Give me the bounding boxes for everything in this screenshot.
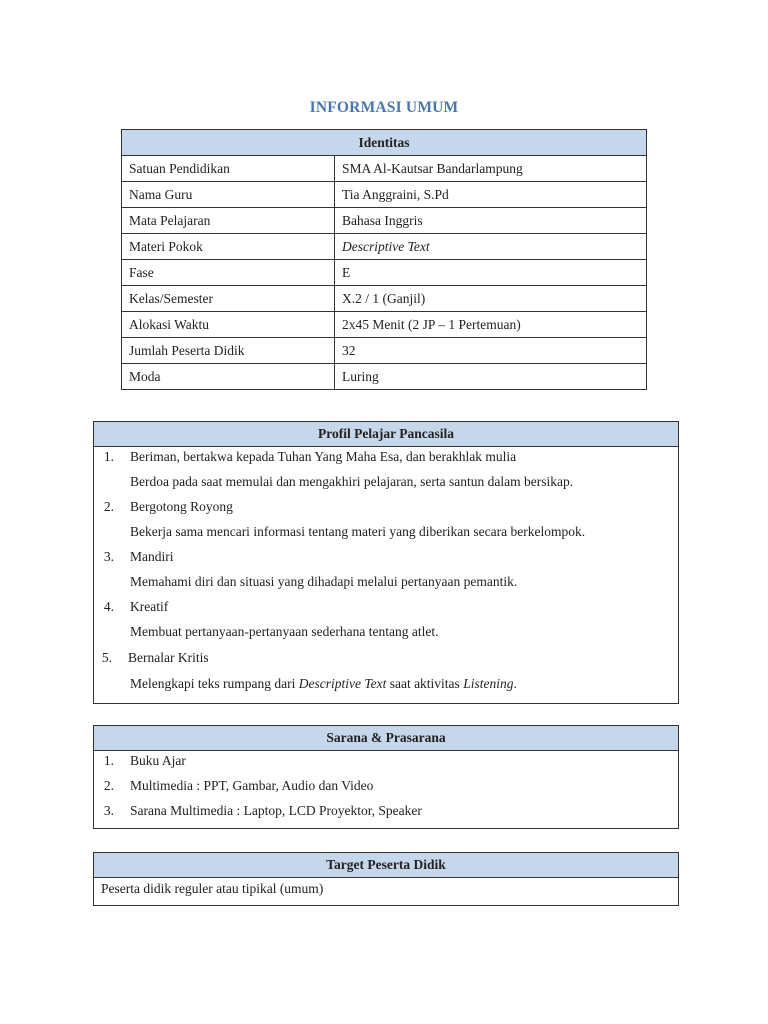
row-value: Tia Anggraini, S.Pd: [335, 182, 647, 208]
row-label: Materi Pokok: [122, 234, 335, 260]
identitas-table: [121, 129, 647, 390]
item-desc: Bekerja sama mencari informasi tentang materi yang diberikan secara berkelompok.: [130, 524, 586, 539]
row-label: Kelas/Semester: [122, 286, 335, 312]
table-row: [122, 364, 647, 390]
desc-part: Melengkapi teks rumpang dari: [130, 676, 299, 691]
item-number: 4.: [103, 599, 114, 614]
item-title: Bernalar Kritis: [128, 650, 209, 665]
row-label: Nama Guru: [122, 182, 335, 208]
row-value: [335, 234, 647, 260]
target-text: Peserta didik reguler atau tipikal (umum): [101, 881, 324, 896]
desc-part: saat aktivitas: [386, 676, 464, 691]
item-text: Sarana Multimedia : Laptop, LCD Proyektor, Speaker: [130, 803, 422, 818]
item-desc: [130, 676, 517, 692]
desc-part: .: [513, 676, 517, 691]
row-value: X.2 / 1 (Ganjil): [335, 286, 647, 312]
identitas-header: Identitas: [122, 130, 647, 156]
table-row: [122, 312, 647, 338]
row-value: 32: [335, 338, 647, 364]
item-desc: Membuat pertanyaan-pertanyaan sederhana tentang atlet.: [130, 624, 439, 639]
table-row: [122, 234, 647, 260]
row-label: Fase: [122, 260, 335, 286]
desc-italic: Descriptive Text: [298, 676, 387, 691]
item-number: 2.: [103, 499, 114, 514]
item-number: 3.: [103, 803, 114, 818]
item-title: Beriman, bertakwa kepada Tuhan Yang Maha Esa, dan berakhlak mulia: [130, 449, 517, 464]
row-value: E: [335, 260, 647, 286]
target-peserta-box: [93, 852, 679, 906]
sarana-header: Sarana & Prasarana: [94, 726, 678, 751]
item-desc: Berdoa pada saat memulai dan mengakhiri pelajaran, serta santun dalam bersikap.: [130, 474, 574, 489]
item-title: Mandiri: [130, 549, 174, 564]
page-title: INFORMASI UMUM: [309, 99, 459, 116]
item-number: 5.: [101, 650, 112, 665]
item-desc: Memahami diri dan situasi yang dihadapi melalui pertanyaan pemantik.: [130, 574, 518, 589]
profil-header: Profil Pelajar Pancasila: [94, 422, 678, 447]
table-row: [122, 338, 647, 364]
table-row: [122, 156, 647, 182]
item-text: Multimedia : PPT, Gambar, Audio dan Video: [130, 778, 374, 793]
row-label: Alokasi Waktu: [122, 312, 335, 338]
sarana-prasarana-box: [93, 725, 679, 829]
row-value: Luring: [335, 364, 647, 390]
table-row: [122, 182, 647, 208]
target-header: Target Peserta Didik: [94, 853, 678, 878]
row-value: Bahasa Inggris: [335, 208, 647, 234]
row-label: Jumlah Peserta Didik: [122, 338, 335, 364]
row-label: Satuan Pendidikan: [122, 156, 335, 182]
table-row: [122, 208, 647, 234]
row-value: SMA Al-Kautsar Bandarlampung: [335, 156, 647, 182]
item-text: Buku Ajar: [130, 753, 186, 768]
item-number: 2.: [103, 778, 114, 793]
row-value: 2x45 Menit (2 JP – 1 Pertemuan): [335, 312, 647, 338]
profil-pelajar-box: [93, 421, 679, 704]
table-row: [122, 286, 647, 312]
desc-italic: Listening: [463, 676, 514, 691]
row-value-italic: Descriptive Text: [342, 238, 430, 254]
row-label: Moda: [122, 364, 335, 390]
item-number: 1.: [103, 449, 114, 464]
item-title: Bergotong Royong: [130, 499, 233, 514]
item-title: Kreatif: [130, 599, 169, 614]
item-number: 3.: [103, 549, 114, 564]
row-label: Mata Pelajaran: [122, 208, 335, 234]
item-number: 1.: [103, 753, 114, 768]
table-row: [122, 260, 647, 286]
